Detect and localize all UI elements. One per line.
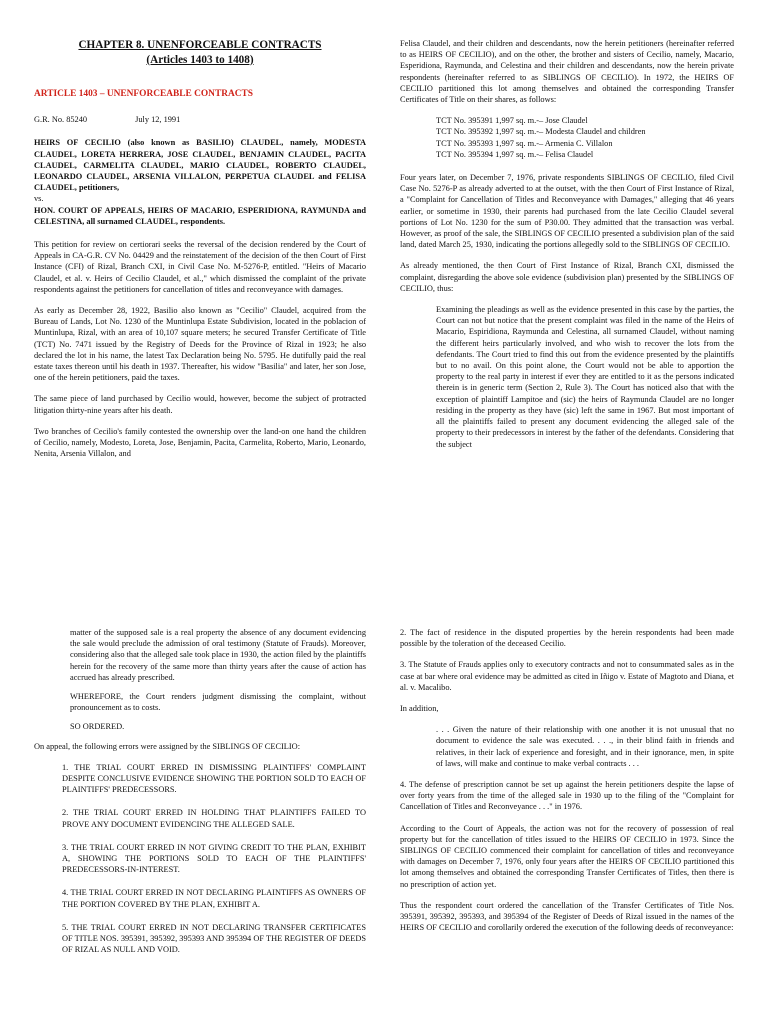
chapter-subtitle: (Articles 1403 to 1408): [146, 53, 254, 66]
tct-item: TCT No. 395392 1,997 sq. m.-– Modesta Claudel and children: [436, 127, 646, 137]
parties-vs: vs.: [34, 194, 44, 204]
paragraph: According to the Court of Appeals, the action was not for the recovery of possession of real property but for the cancellation of titles issued to the HEIRS OF CECILIO in 1973. Since the SIBLINGS OF CECILIO commenced their complaint for cancellation of titles and reconveyance with damages on December 7, 1976, only four years after the HEIRS OF CECILIO partitioned this lot among themselves and obtained the corresponding Transfer Certificates of Titles, then there is no prescription of action yet.: [400, 823, 734, 889]
quote-paragraph: Examining the pleadings as well as the evidence presented in this case by the parties, the Court can not but notice that the present complaint was filed in the name of the Heirs of Macario, Espiridiona, Raymunda and Celestina, all surnamed Claudel, without naming the different heirs particularly involved, and who wish to recover the lots from the defendants. The Court tried to find this out from the evidence presented by the plaintiffs but to no avail. On this point alone, the Court would not be able to apportion the property to the real party in interest if ever they are entitled to it as the persons indicated therein is in generic term (Section 2, Rule 3). The Court has noticed also that with the exception of plaintiff Lampitoe and (sic) the heirs of Raymunda Claudel are no longer residing in the property as they have (sic) left the same in 1967. But most important of all the plaintiffs failed to present any document evidencing the alleged sale of the property to their predecessors in interest by the father of the defendants. Considering that the subject: [436, 305, 734, 449]
quote-paragraph: WHEREFORE, the Court renders judgment dismissing the complaint, without pronouncement as to costs.: [70, 692, 366, 713]
paragraph: The same piece of land purchased by Cecilio would, however, become the subject of protracted litigation thirty-nine years after his death.: [34, 394, 366, 415]
column-top-right: [400, 38, 734, 566]
parties-petitioners: HEIRS OF CECILIO (also known as BASILIO) CLAUDEL, namely, MODESTA CLAUDEL, LORETA HERRERA, JOSE CLAUDEL, BENJAMIN CLAUDEL, PACITA CLAUDEL, CARMELITA CLAUDEL, MARIO CLAUDEL, ROBERTO CLAUDEL, LEONARDO CLAUDEL, ARSENIA VILLALON, PERPETUA CLAUDEL and FELISA CLAUDEL, petitioners,: [34, 138, 366, 193]
case-number-line: [34, 114, 366, 125]
column-top-left: [34, 38, 366, 566]
case-parties: [34, 137, 366, 227]
paragraph: Two branches of Cecilio's family contested the ownership over the land-on one hand the children of Cecilio, namely, Modesto, Loreta, Jose, Benjamin, Pacita, Carmelita, Roberto, Mario, Leonardo, Nenita, Arsenia Villalon, and: [34, 426, 366, 459]
error-item: 4. THE TRIAL COURT ERRED IN NOT DECLARING PLAINTIFFS AS OWNERS OF THE PORTION COVERED BY THE PLAN, EXHIBIT A.: [62, 888, 366, 909]
paragraph: 2. The fact of residence in the disputed properties by the herein respondents had been made possible by the toleration of the deceased Cecilio.: [400, 628, 734, 649]
paragraph: As early as December 28, 1922, Basilio also known as "Cecilio" Claudel, acquired from the Bureau of Lands, Lot No. 1230 of the Muntinlupa Estate Subdivision, located in the poblacion of Muntinlupa, Rizal, with an area of 10,107 square meters; he secured Transfer Certificate of Title (TCT) No. 7471 issued by the Registry of Deeds for the Province of Rizal in 1923; he also declared the lot in his name, the latest Tax Declaration being No. 5795. He dutifully paid the real estate taxes thereon until his death in 1937. Thereafter, his widow "Basilia" and later, her son Jose, one of the herein petitioners, paid the taxes.: [34, 306, 366, 383]
error-item: 2. THE TRIAL COURT ERRED IN HOLDING THAT PLAINTIFFS FAILED TO PROVE ANY DOCUMENT EVIDENCING THE ALLEGED SALE.: [62, 808, 366, 829]
error-item: 3. THE TRIAL COURT ERRED IN NOT GIVING CREDIT TO THE PLAN, EXHIBIT A, SHOWING THE PORTIONS SOLD TO EACH OF THE PLAINTIFFS' PREDECESSORS-IN-INTEREST.: [62, 842, 366, 875]
tct-item: TCT No. 395391 1,997 sq. m.-– Jose Claudel: [436, 116, 588, 126]
paragraph: On appeal, the following errors were assigned by the SIBLINGS OF CECILIO:: [34, 741, 301, 751]
paragraph: In addition,: [400, 704, 439, 714]
gr-number: G.R. No. 85240: [34, 115, 88, 125]
quote-paragraph: SO ORDERED.: [70, 722, 125, 732]
tct-item: TCT No. 395394 1,997 sq. m.-– Felisa Claudel: [436, 149, 594, 159]
column-bottom-right: [400, 627, 734, 1024]
block-quote-continued: [70, 627, 366, 733]
chapter-title: CHAPTER 8. UNENFORCEABLE CONTRACTS: [78, 39, 322, 51]
tct-list: [436, 115, 734, 160]
error-item: 5. THE TRIAL COURT ERRED IN NOT DECLARING TRANSFER CERTIFICATES OF TITLE NOS. 395391, 395392, 395393 AND 395394 OF THE REGISTER OF DEEDS OF RIZAL AS NULL AND VOID.: [62, 922, 366, 955]
block-quote: [436, 304, 734, 450]
tct-item: TCT No. 395393 1,997 sq. m.-– Armenia C. Villalon: [436, 138, 613, 148]
paragraph: 3. The Statute of Frauds applies only to executory contracts and not to consummated sales as in the case at bar where oral evidence may be admitted as cited in Iñigo v. Estate of Magtoto and Diana, et al. v. Macalibo.: [400, 660, 734, 692]
quote-paragraph: matter of the supposed sale is a real property the absence of any document evidencing the sale would preclude the admission of oral testimony (Statute of Frauds). Moreover, considering also that the alleged sale took place in 1930, the action filed by the plaintiffs herein for the recovery of the same more than thirty years after the cause of action has accrued has already prescribed.: [70, 628, 366, 682]
parties-respondents: HON. COURT OF APPEALS, HEIRS OF MACARIO, ESPERIDIONA, RAYMUNDA and CELESTINA, all surnamed CLAUDEL, respondents.: [34, 205, 366, 226]
error-item: 1. THE TRIAL COURT ERRED IN DISMISSING PLAINTIFFS' COMPLAINT DESPITE CONCLUSIVE EVIDENCE SHOWING THE PORTION SOLD TO EACH OF PLAINTIFFS' PREDECESSORS.: [62, 762, 366, 795]
paragraph: This petition for review on certiorari seeks the reversal of the decision rendered by the Court of Appeals in CA-G.R. CV No. 04429 and the reinstatement of the decision of the then Court of First Instance (CFI) of Rizal, Branch CXI, in Civil Case No. M-5276-P, entitled. "Heirs of Macario Claudel, et al. v. Heirs of Cecilio Claudel, et al.," which dismissed the complaint of the private respondents against the petitioners for cancellation of titles and reconveyance with damages.: [34, 240, 366, 294]
column-bottom-left: [34, 627, 366, 1024]
paragraph: Felisa Claudel, and their children and descendants, now the herein petitioners (hereinafter referred to as HEIRS OF CECILIO), and on the other, the brother and sisters of Cecilio, namely, Macario, Esperidiona, Raymunda, and Celestina and their children and descendants, now the herein private respondents (hereinafter referred to as SIBLINGS OF CECILIO). In 1972, the HEIRS OF CECILIO partitioned this lot among themselves and obtained the corresponding Transfer Certificates of Title on their shares, as follows:: [400, 39, 734, 105]
paragraph: 4. The defense of prescription cannot be set up against the herein petitioners despite the lapse of over forty years from the time of the alleged sale in 1930 up to the filing of the "Complaint for Cancellation of Titles and Reconveyance . . ." in 1976.: [400, 780, 734, 812]
article-heading: ARTICLE 1403 – UNENFORCEABLE CONTRACTS: [34, 89, 253, 99]
paragraph: Thus the respondent court ordered the cancellation of the Transfer Certificates of Title Nos. 395391, 395392, 395393, and 395394 of the Register of Deeds of Rizal issued in the names of the HEIRS OF CECILIO and corollarily ordered the execution of the following deeds of reconveyance:: [400, 900, 734, 933]
paragraph: Four years later, on December 7, 1976, private respondents SIBLINGS OF CECILIO, filed Civil Case No. 5276-P as already adverted to at the outset, with the then Court of First Instance of Rizal, a "Complaint for Cancellation of Titles and Reconveyance with Damages," alleging that 46 years earlier, or sometime in 1930, their parents had purchased from the late Cecilio Claudel several portions of Lot No. 1230 for the sum of P30.00. They admitted that the transaction was verbal. However, as proof of the sale, the SIBLINGS OF CECILIO presented a subdivision plan of the said land, dated March 25, 1930, indicating the portions allegedly sold to the SIBLINGS OF CECILIO.: [400, 173, 734, 250]
quote-paragraph: . . . Given the nature of their relationship with one another it is not unusual that no document to evidence the sale was executed. . . ., in their blind faith in friends and relatives, in their lack of experience and foresight, and in their ignorance, men, in spite of laws, will make and continue to make verbal contracts . . .: [436, 725, 734, 768]
paragraph: As already mentioned, the then Court of First Instance of Rizal, Branch CXI, dismissed the complaint, disregarding the above sole evidence (subdivision plan) presented by the SIBLINGS OF CECILIO, thus:: [400, 261, 734, 293]
block-quote: [436, 724, 734, 769]
assigned-errors-list: [62, 762, 366, 956]
gr-date: July 12, 1991: [135, 115, 181, 125]
